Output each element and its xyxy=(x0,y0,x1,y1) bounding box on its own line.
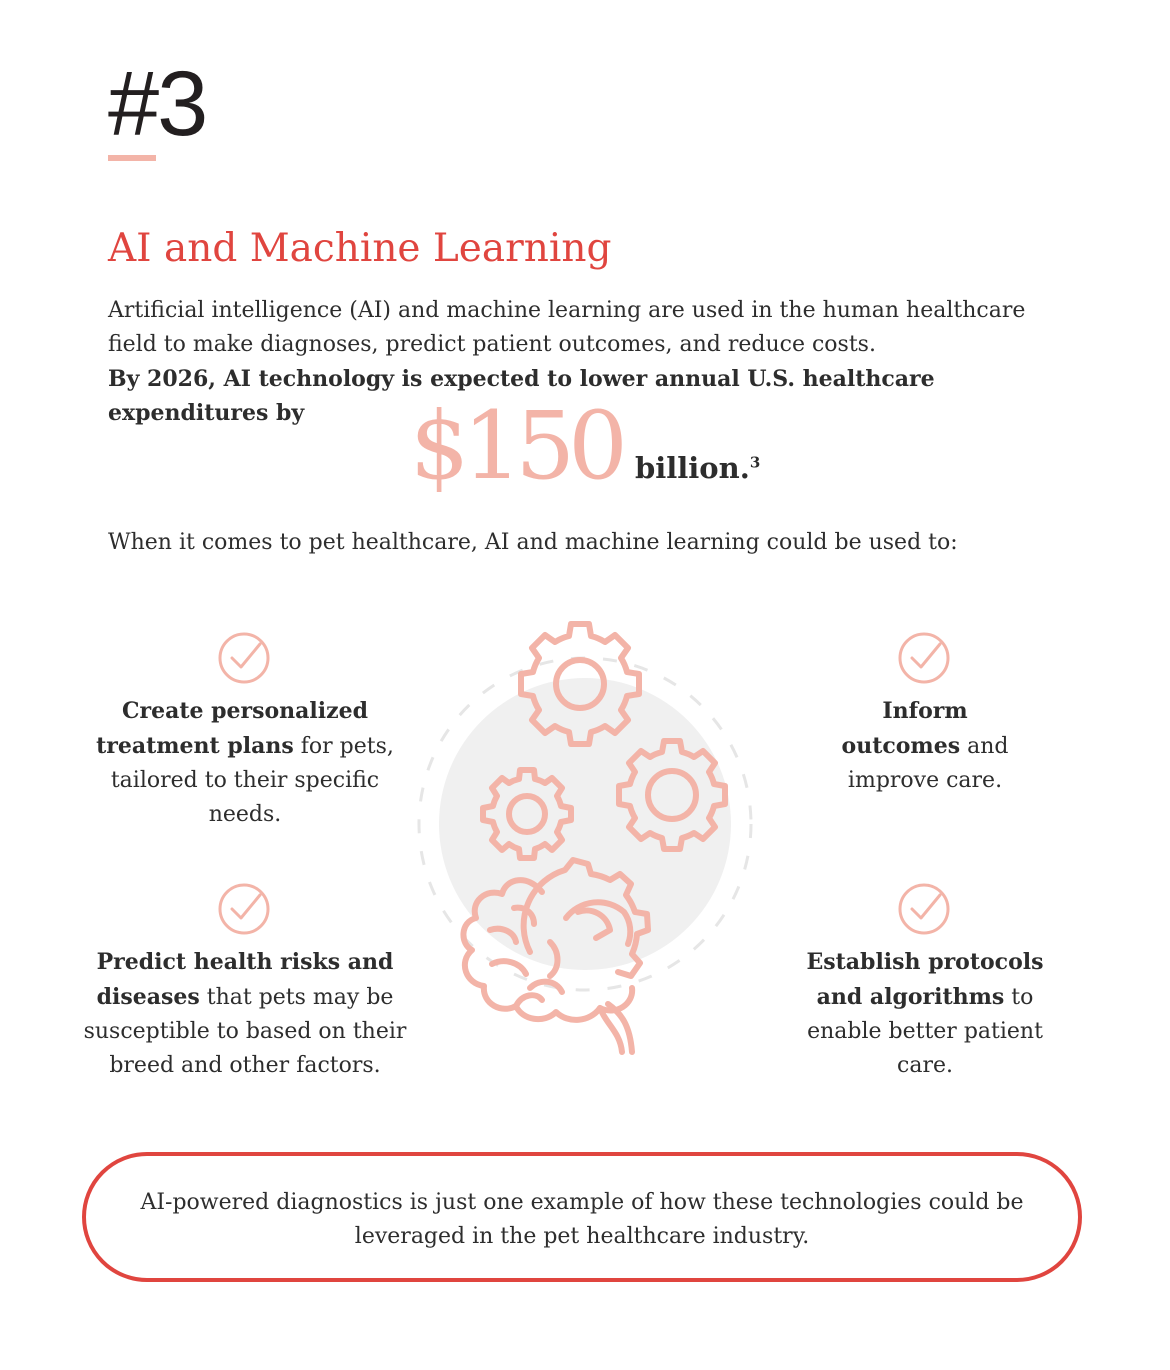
intro-highlight: By 2026, AI technology is expected to lower annual U.S. healthcare expenditures by xyxy=(108,366,935,426)
benefit-bold: Inform outcomes xyxy=(841,698,968,759)
stat-unit xyxy=(635,451,760,485)
benefit-item-predict-risks xyxy=(80,945,410,1083)
benefit-rest: to enable better patient care. xyxy=(807,985,1043,1078)
benefit-item-inform-outcomes xyxy=(820,694,1030,798)
benefit-bold: Establish protocols and algorithms xyxy=(806,949,1044,1010)
stat-footnote: 3 xyxy=(749,453,761,472)
benefit-bold: Create personalized treatment plans xyxy=(96,698,369,759)
section-number: #3 xyxy=(108,53,207,155)
section-title: AI and Machine Learning xyxy=(108,226,612,271)
callout-text: AI-powered diagnostics is just one example of how these technologies could be leveraged in the pet healthcare industry. xyxy=(140,1190,1024,1249)
benefit-item-protocols xyxy=(795,945,1055,1083)
benefit-rest: and improve care. xyxy=(847,734,1009,793)
check-circle-icon xyxy=(216,881,272,937)
benefit-rest: for pets, tailored to their specific needs. xyxy=(110,734,394,827)
check-circle-icon xyxy=(216,630,272,686)
stat-value: $150 xyxy=(409,392,621,501)
lead-text: When it comes to pet healthcare, AI and machine learning could be used to: xyxy=(108,530,958,555)
intro-paragraph: Artificial intelligence (AI) and machine learning are used in the human healthcare field to make diagnoses, predict patient outcomes, and reduce costs. xyxy=(108,298,1026,357)
benefit-rest: that pets may be susceptible to based on their breed and other factors. xyxy=(83,985,407,1078)
check-circle-icon xyxy=(896,881,952,937)
callout-box xyxy=(82,1152,1082,1282)
section-number-underline xyxy=(108,155,156,161)
stat-unit-label: billion. xyxy=(634,451,750,485)
check-circle-icon xyxy=(896,630,952,686)
gears-brain-icon xyxy=(410,612,760,1072)
benefit-bold: Predict health risks and diseases xyxy=(96,949,394,1010)
benefit-item-treatment-plans xyxy=(80,694,410,832)
